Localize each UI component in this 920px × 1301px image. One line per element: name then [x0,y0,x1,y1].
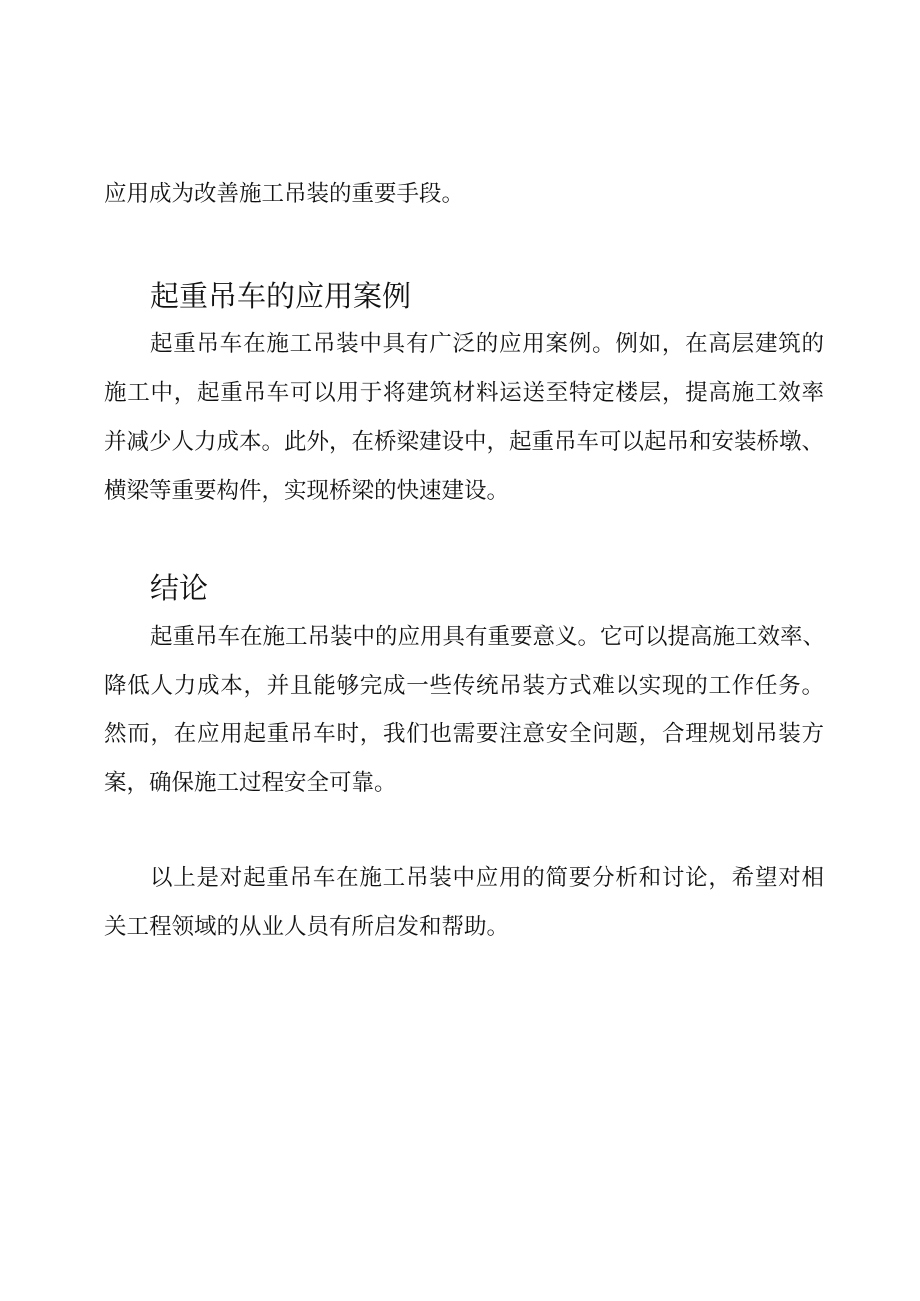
paragraph-line: 横梁等重要构件，实现桥梁的快速建设。 [104,478,510,504]
section-heading-application-cases: 起重吊车的应用案例 [150,279,412,313]
paragraph-line: 施工中，起重吊车可以用于将建筑材料运送至特定楼层，提高施工效率 [104,380,824,406]
paragraph-line: 案，确保施工过程安全可靠。 [104,770,397,796]
paragraph-line: 然而，在应用起重吊车时，我们也需要注意安全问题，合理规划吊装方 [104,721,824,747]
paragraph-line: 起重吊车在施工吊装中具有广泛的应用案例。例如，在高层建筑的 [150,331,824,357]
opening-line: 应用成为改善施工吊装的重要手段。 [104,181,465,207]
paragraph-line: 并减少人力成本。此外，在桥梁建设中，起重吊车可以起吊和安装桥墩、 [104,429,825,455]
closing-line: 以上是对起重吊车在施工吊装中应用的简要分析和讨论，希望对相 [150,865,824,891]
paragraph-line: 降低人力成本，并且能够完成一些传统吊装方式难以实现的工作任务。 [104,673,824,699]
paragraph-line: 起重吊车在施工吊装中的应用具有重要意义。它可以提高施工效率、 [150,624,826,650]
section-heading-conclusion: 结论 [150,571,209,605]
closing-line: 关工程领域的从业人员有所启发和帮助。 [104,914,510,940]
